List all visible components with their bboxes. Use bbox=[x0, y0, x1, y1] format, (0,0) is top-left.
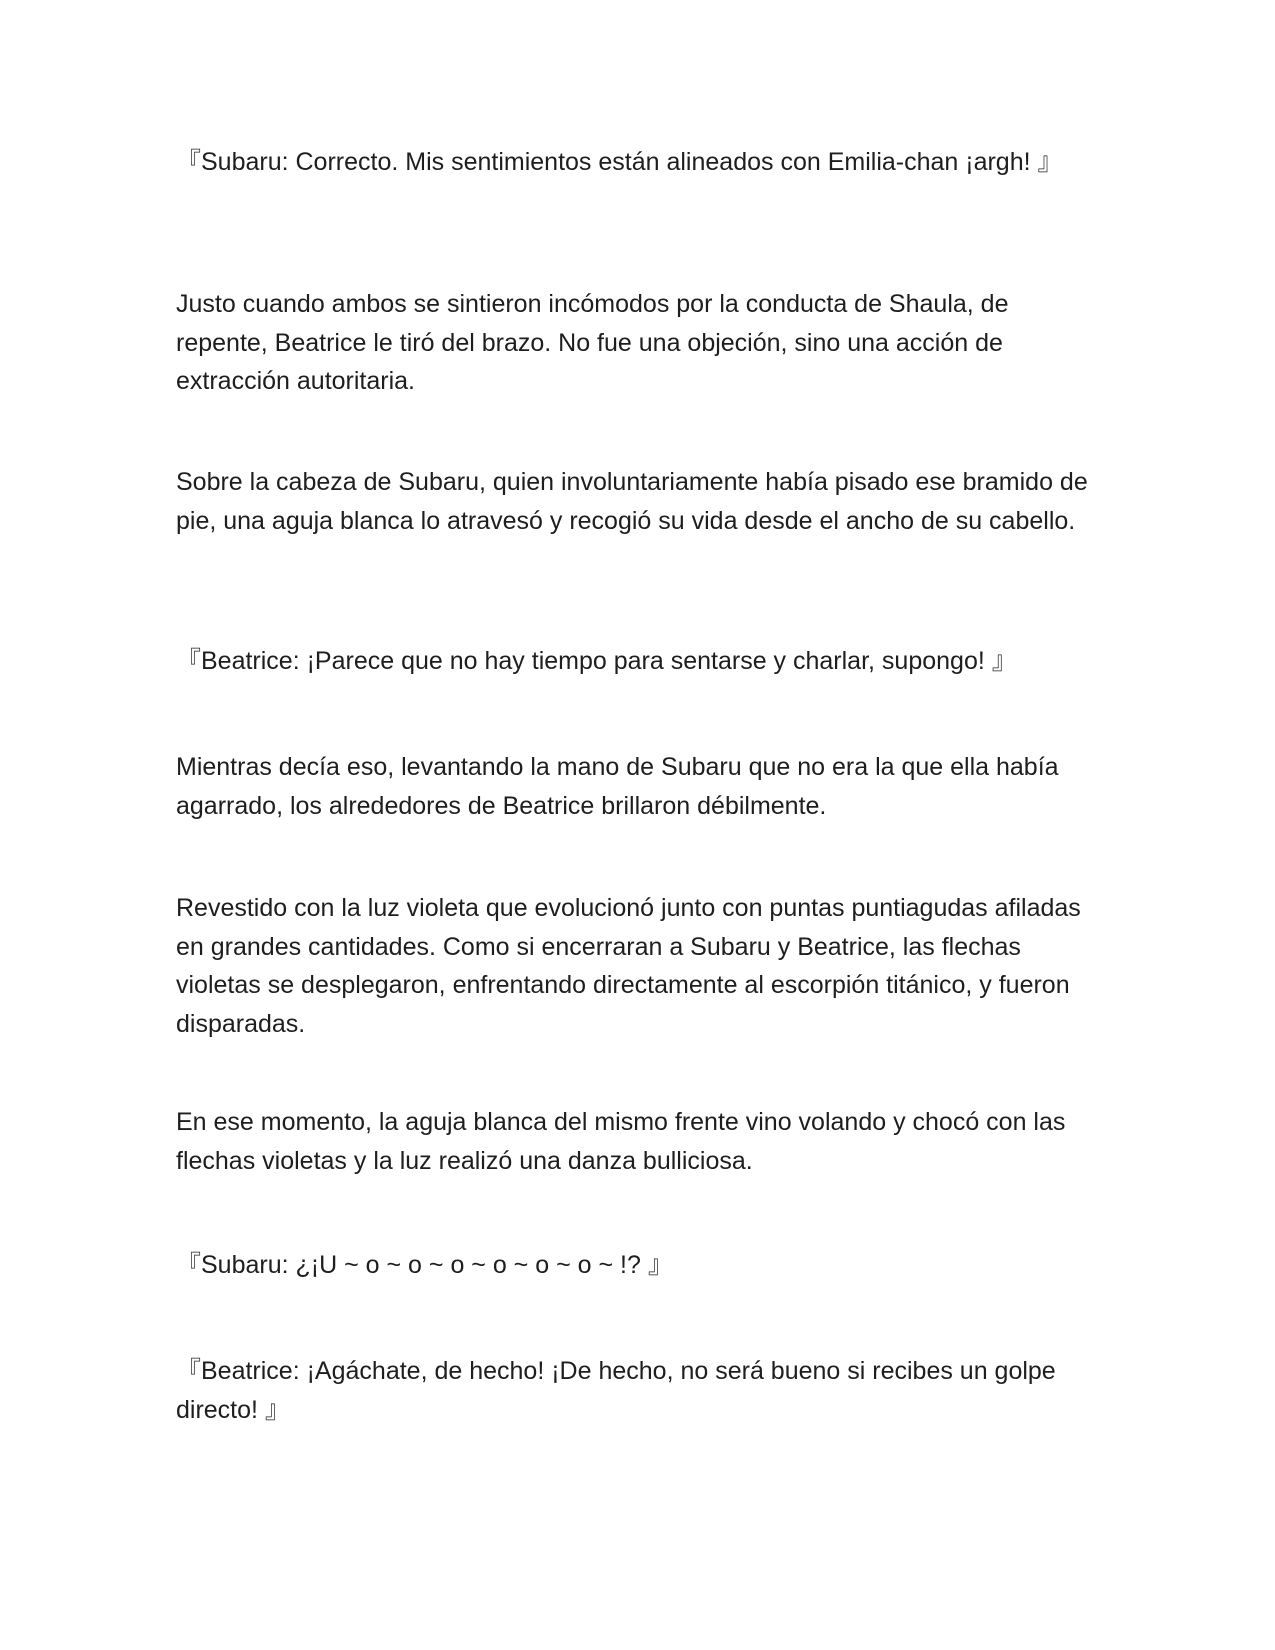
paragraph-subaru-grito: 『Subaru: ¿¡U ~ o ~ o ~ o ~ o ~ o ~ o ~ !? 』 bbox=[176, 1251, 673, 1279]
paragraph-luz-violeta: Revestido con la luz violeta que evolucionó junto con puntas puntiagudas afiladas en grandes cantidades. Como si encerraran a Subaru y Beatrice, las flechas violetas se desplegaron, enfrentando directamente al escorpión titánico, y fueron disparadas. bbox=[176, 894, 1088, 1038]
paragraph-danza-bulliciosa: En ese momento, la aguja blanca del mismo frente vino volando y chocó con las flechas violetas y la luz realizó una danza bulliciosa. bbox=[176, 1108, 1073, 1175]
paragraph-subaru-correcto: 『Subaru: Correcto. Mis sentimientos están alineados con Emilia-chan ¡argh! 』 bbox=[176, 148, 1063, 176]
paragraph-shaula-conducta: Justo cuando ambos se sintieron incómodos por la conducta de Shaula, de repente, Beatrice le tiró del brazo. No fue una objeción, sino una acción de extracción autoritaria. bbox=[176, 290, 1016, 395]
paragraph-mano-subaru: Mientras decía eso, levantando la mano de Subaru que no era la que ella había agarrado, los alrededores de Beatrice brillaron débilmente. bbox=[176, 753, 1066, 820]
paragraph-beatrice-agachate: 『Beatrice: ¡Agáchate, de hecho! ¡De hecho, no será bueno si recibes un golpe directo! 』 bbox=[176, 1357, 1063, 1424]
paragraph-aguja-blanca: Sobre la cabeza de Subaru, quien involuntariamente había pisado ese bramido de pie, una aguja blanca lo atravesó y recogió su vida desde el ancho de su cabello. bbox=[176, 468, 1095, 535]
paragraph-beatrice-charlar: 『Beatrice: ¡Parece que no hay tiempo para sentarse y charlar, supongo! 』 bbox=[176, 647, 1017, 675]
